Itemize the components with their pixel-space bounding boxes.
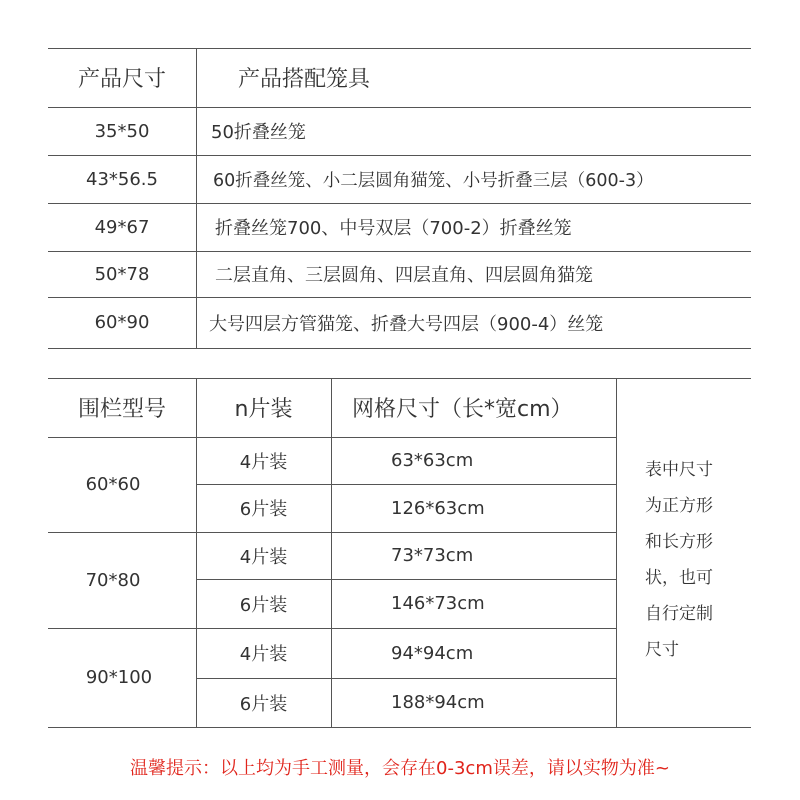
table2-grid-cell: 146*73cm: [391, 593, 485, 614]
table2-pieces-cell: 4片装: [239, 644, 288, 665]
table2-pieces-cell: 6片装: [239, 594, 288, 616]
table2-grid-cell: 94*94cm: [391, 642, 474, 664]
table2-pieces-cell: 4片装: [239, 451, 288, 473]
table2-header-grid-size: 网格尺寸（长*宽cm）: [352, 397, 573, 422]
table1-header-size: 产品尺寸: [77, 67, 166, 92]
table2-column-divider: [331, 378, 332, 727]
table1-row-cages: 二层直角、三层圆角、四层直角、四层圆角猫笼: [215, 265, 593, 286]
table2-column-divider: [616, 378, 617, 727]
size-note-line: 状，也可: [645, 568, 713, 588]
table2-model-cell: 60*60: [85, 474, 141, 495]
table1-header-cages: 产品搭配笼具: [238, 67, 371, 92]
table1-row-size: 43*56.5: [86, 168, 158, 190]
measurement-tip: 温馨提示：以上均为手工测量，会存在0-3cm误差，请以实物为准~: [130, 758, 670, 779]
table2-grid-cell: 63*63cm: [391, 450, 474, 471]
table1-row-cages: 60折叠丝笼、小二层圆角猫笼、小号折叠三层（600-3）: [213, 170, 654, 191]
table1-bottom-border: [48, 348, 751, 349]
table2-model-cell: 90*100: [85, 667, 153, 688]
size-note-line: 尺寸: [645, 640, 679, 660]
table2-header-model: 围栏型号: [77, 397, 166, 422]
table2-bottom-border: [48, 727, 751, 728]
table2-model-cell: 70*80: [85, 569, 141, 591]
size-note: [645, 452, 745, 668]
table2-header-pieces: n片装: [234, 397, 293, 422]
size-note-line: 自行定制: [645, 604, 713, 624]
table1-row-cages: 大号四层方管猫笼、折叠大号四层（900-4）丝笼: [209, 313, 604, 335]
table1-row-size: 35*50: [94, 120, 150, 142]
table2-grid-cell: 126*63cm: [391, 497, 485, 519]
table2-pieces-cell: 6片装: [239, 693, 288, 715]
table2-pieces-cell: 6片装: [239, 499, 288, 520]
table2-grid-cell: 73*73cm: [391, 545, 474, 566]
table1-row-size: 49*67: [94, 216, 150, 238]
table2-grid-cell: 188*94cm: [391, 692, 485, 713]
table1-row-cages: 折叠丝笼700、中号双层（700-2）折叠丝笼: [215, 218, 572, 239]
size-note-line: 为正方形: [645, 496, 713, 516]
size-note-line: 表中尺寸: [645, 460, 713, 480]
table2-pieces-cell: 4片装: [239, 546, 288, 568]
table1-row-cages: 50折叠丝笼: [211, 122, 306, 143]
table1-column-divider: [196, 48, 197, 348]
size-note-line: 和长方形: [645, 532, 713, 552]
table1-row-size: 60*90: [94, 312, 150, 333]
table1-row-size: 50*78: [94, 263, 150, 285]
